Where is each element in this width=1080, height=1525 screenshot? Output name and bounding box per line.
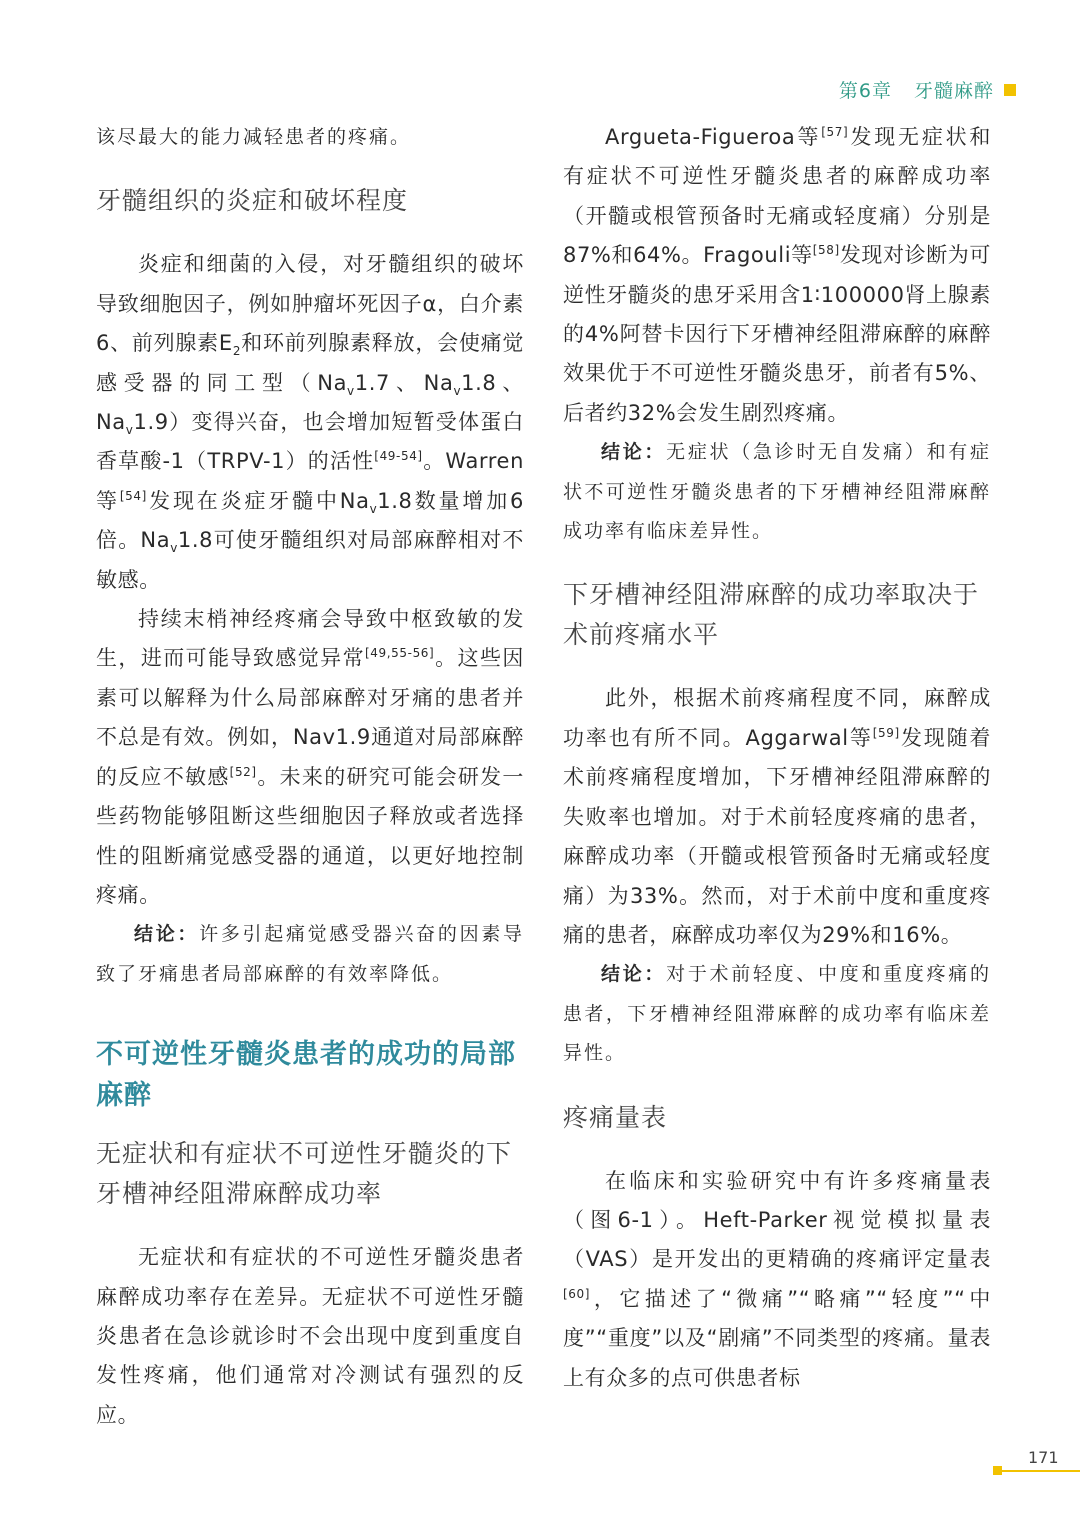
section-heading: 不可逆性牙髓炎患者的成功的局部麻醉 xyxy=(96,1039,516,1112)
subheading-preop-pain: 下牙槽神经阻滞麻醉的成功率取决于术前疼痛水平 xyxy=(563,580,980,650)
subheading-asymptomatic: 无症状和有症状不可逆性牙髓炎的下牙槽神经阻滞麻醉成功率 xyxy=(96,1139,513,1209)
paragraph-asymptomatic: 无症状和有症状的不可逆性牙髓炎患者麻醉成功率存在差异。无症状不可逆性牙髓炎患者在急诊就诊时不会出现中度到重度自发性疼痛，他们通常对冷测试有强烈的反应。 xyxy=(96,1245,524,1427)
paragraph-pain-scale: 在临床和实验研究中有许多疼痛量表（图6-1）。Heft-Parker视觉模拟量表（VAS）是开发出的更精确的疼痛评定量表[60]，它描述了“微痛”“略痛”“轻度”“中度”“重度”以及“剧痛”不同类型的疼痛。量表上有众多的点可供患者标 xyxy=(563,1168,991,1390)
footer-square-marker xyxy=(993,1466,1002,1475)
footer-rule xyxy=(998,1470,1080,1472)
running-header xyxy=(839,76,1016,103)
paragraph-sensitization: 持续末梢神经疼痛会导致中枢致敏的发生，进而可能导致感觉异常[49,55-56]。这些因素可以解释为什么局部麻醉对牙痛的患者并不总是有效。例如，Nav1.9通道对局部麻醉的反应不敏感[52]。未来的研究可能会研发一些药物能够阻断这些细胞因子释放或者选择性的阻断痛觉感受器的通道，以更好地控制疼痛。 xyxy=(96,607,524,907)
page-number: 171 xyxy=(1028,1448,1059,1467)
paragraph-inflammation: 炎症和细菌的入侵，对牙髓组织的破坏导致细胞因子，例如肿瘤坏死因子α，白介素6、前列腺素$E_2$和环前列腺素释放，会使痛觉感受器的同工型（$Na_v1.7$、$Na_v1.8$、$Na_v1.9$）变得兴奋，也会增加短暂受体蛋白香草酸-1（TRPV-1）的活性[49-54]。Warren等[54]发现在炎症牙髓中$Na_v1.8$数量增加6倍。$Na_v1.8$可使牙髓组织对局部麻醉相对不敏感。 xyxy=(96,252,525,592)
paragraph-continuation: 该尽最大的能力减轻患者的疼痛。 xyxy=(96,126,412,148)
header-square-marker xyxy=(1004,84,1016,96)
paragraph-aggarwal: 此外，根据术前疼痛程度不同，麻醉成功率也有所不同。Aggarwal等[59]发现随着术前疼痛程度增加，下牙槽神经阻滞麻醉的失败率也增加。对于术前轻度疼痛的患者，麻醉成功率（开髓或根管预备时无痛或轻度痛）为33%。然而，对于术前中度和重度疼痛的患者，麻醉成功率仅为29%和16%。 xyxy=(563,686,992,947)
chapter-title: 牙髓麻醉 xyxy=(913,80,994,102)
paragraph-argueta: Argueta-Figueroa等[57]发现无症状和有症状不可逆性牙髓炎患者的麻醉成功率（开髓或根管预备时无痛或轻度痛）分别是87%和64%。Fragouli等[58]发现对诊断为可逆性牙髓炎的患牙采用含1∶100000肾上腺素的4%阿替卡因行下牙槽神经阻滞麻醉的麻醉效果优于不可逆性牙髓炎患牙，前者有5%、后者约32%会发生剧烈疼痛。 xyxy=(563,125,992,425)
chapter-number: 第6章 xyxy=(838,80,892,102)
conclusion-3: 结论：对于术前轻度、中度和重度疼痛的患者，下牙槽神经阻滞麻醉的成功率有临床差异性。 xyxy=(563,963,991,1065)
left-column xyxy=(96,118,524,1435)
conclusion-1: 结论：许多引起痛觉感受器兴奋的因素导致了牙痛患者局部麻醉的有效率降低。 xyxy=(96,923,524,985)
right-column xyxy=(563,118,991,1398)
subheading-inflammation: 牙髓组织的炎症和破坏程度 xyxy=(96,186,409,216)
subheading-pain-scale: 疼痛量表 xyxy=(563,1102,668,1132)
conclusion-2: 结论：无症状（急诊时无自发痛）和有症状不可逆性牙髓炎患者的下牙槽神经阻滞麻醉成功率有临床差异性。 xyxy=(563,441,991,543)
